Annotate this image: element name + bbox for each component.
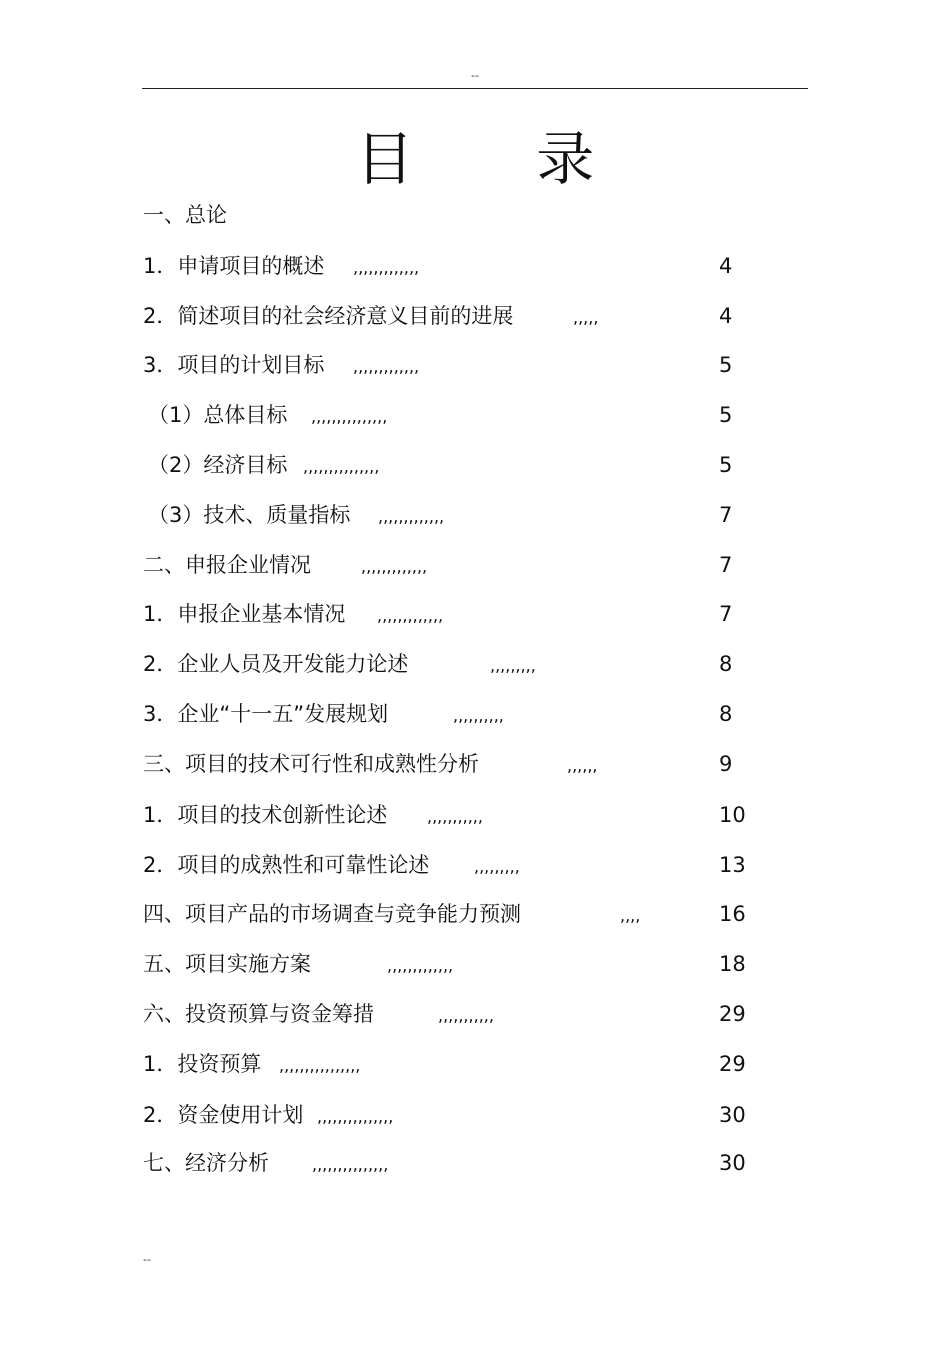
toc-entry-title: 1．申报企业基本情况 <box>143 602 346 626</box>
toc-entry-title: 1．申请项目的概述 <box>143 254 325 278</box>
page-title: 目 录 <box>355 125 647 193</box>
toc-entry <box>0 450 950 480</box>
toc-entry-leader: ,,,,,,,,,,,,, <box>353 357 420 376</box>
toc-entry-title: 三、项目的技术可行性和成熟性分析 <box>143 752 479 776</box>
toc-entry-leader: ,,,,,,,,,,,,,,, <box>312 1155 389 1174</box>
toc-entry-page-number: 5 <box>719 403 733 427</box>
toc-entry <box>0 899 950 929</box>
toc-entry <box>0 1049 950 1079</box>
toc-entry-title: 2．项目的成熟性和可靠性论述 <box>143 853 430 877</box>
toc-entry-title: 2．企业人员及开发能力论述 <box>143 652 409 676</box>
toc-entry <box>0 200 950 230</box>
toc-entry-page-number: 30 <box>719 1151 746 1175</box>
toc-entry-leader: ,,,,,,,,,,,,,,,, <box>279 1056 361 1075</box>
toc-entry-title: 1．投资预算 <box>143 1052 262 1076</box>
toc-entry-page-number: 4 <box>719 304 733 328</box>
toc-entry-page-number: 13 <box>719 853 746 877</box>
page-footer-mark: -- <box>143 1253 151 1266</box>
toc-entry <box>0 350 950 380</box>
toc-entry <box>0 550 950 580</box>
toc-entry-leader: ,,,,,,,,,,,,, <box>378 507 445 526</box>
toc-entry-title: 3．项目的计划目标 <box>143 353 325 377</box>
toc-entry-title: 2．资金使用计划 <box>143 1103 304 1127</box>
toc-entry <box>0 949 950 979</box>
toc-entry-page-number: 30 <box>719 1103 746 1127</box>
toc-entry <box>0 850 950 880</box>
toc-entry-leader: ,,,,,,,,, <box>490 656 536 675</box>
toc-entry-leader: ,,,,, <box>573 308 599 327</box>
toc-entry-leader: ,,,, <box>620 906 641 925</box>
toc-entry-leader: ,,,,,,,,, <box>474 857 520 876</box>
toc-entry-page-number: 8 <box>719 652 733 676</box>
toc-entry-leader: ,,,,,,,,,, <box>453 706 504 725</box>
toc-entry-page-number: 29 <box>719 1052 746 1076</box>
toc-entry <box>0 800 950 830</box>
toc-entry <box>0 301 950 331</box>
toc-entry-page-number: 29 <box>719 1002 746 1026</box>
toc-entry-page-number: 5 <box>719 453 733 477</box>
toc-entry-title: （1）总体目标 <box>148 403 288 427</box>
toc-entry-leader: ,,,,,,,,,,,,, <box>361 557 428 576</box>
toc-entry <box>0 1100 950 1130</box>
toc-entry <box>0 251 950 281</box>
toc-entry-page-number: 16 <box>719 902 746 926</box>
toc-entry-title: 一、总论 <box>143 203 227 227</box>
toc-entry-title: （3）技术、质量指标 <box>148 503 351 527</box>
toc-entry <box>0 999 950 1029</box>
toc-entry-leader: ,,,,,,,,,,,,,,, <box>317 1107 394 1126</box>
toc-entry <box>0 649 950 679</box>
toc-entry-page-number: 18 <box>719 952 746 976</box>
page-header-mark: -- <box>471 69 479 82</box>
toc-entry-leader: ,,,,,,,,,,,,, <box>377 606 444 625</box>
toc-entry-leader: ,,,,,,,,,,,,,,, <box>303 457 380 476</box>
toc-entry-title: 2．简述项目的社会经济意义目前的进展 <box>143 304 514 328</box>
toc-entry <box>0 500 950 530</box>
toc-entry-title: 二、申报企业情况 <box>143 553 311 577</box>
toc-entry <box>0 400 950 430</box>
toc-entry-page-number: 7 <box>719 553 733 577</box>
toc-entry-title: 3．企业“十一五”发展规划 <box>143 702 389 726</box>
toc-entry-page-number: 7 <box>719 503 733 527</box>
toc-entry <box>0 599 950 629</box>
toc-entry-page-number: 9 <box>719 752 733 776</box>
toc-entry-leader: ,,,,,,,,,,,,, <box>353 258 420 277</box>
toc-entry-page-number: 7 <box>719 602 733 626</box>
toc-entry-page-number: 8 <box>719 702 733 726</box>
toc-entry-title: 四、项目产品的市场调查与竞争能力预测 <box>143 902 521 926</box>
toc-entry-page-number: 10 <box>719 803 746 827</box>
toc-entry-page-number: 5 <box>719 353 733 377</box>
toc-entry-title: 六、投资预算与资金筹措 <box>143 1002 374 1026</box>
toc-entry-title: 七、经济分析 <box>143 1151 269 1175</box>
toc-entry <box>0 1148 950 1178</box>
toc-entry <box>0 749 950 779</box>
toc-entry-title: 五、项目实施方案 <box>143 952 311 976</box>
toc-entry-title: 1．项目的技术创新性论述 <box>143 803 388 827</box>
toc-entry-leader: ,,,,,,,,,,,,, <box>387 956 454 975</box>
toc-entry-leader: ,,,,,,,,,,,,,,, <box>311 407 388 426</box>
toc-entry-leader: ,,,,,,,,,,, <box>438 1006 494 1025</box>
toc-entry-title: （2）经济目标 <box>148 453 288 477</box>
toc-entry <box>0 699 950 729</box>
toc-entry-leader: ,,,,,,,,,,, <box>427 807 483 826</box>
toc-entry-leader: ,,,,,, <box>567 756 598 775</box>
toc-entry-page-number: 4 <box>719 254 733 278</box>
